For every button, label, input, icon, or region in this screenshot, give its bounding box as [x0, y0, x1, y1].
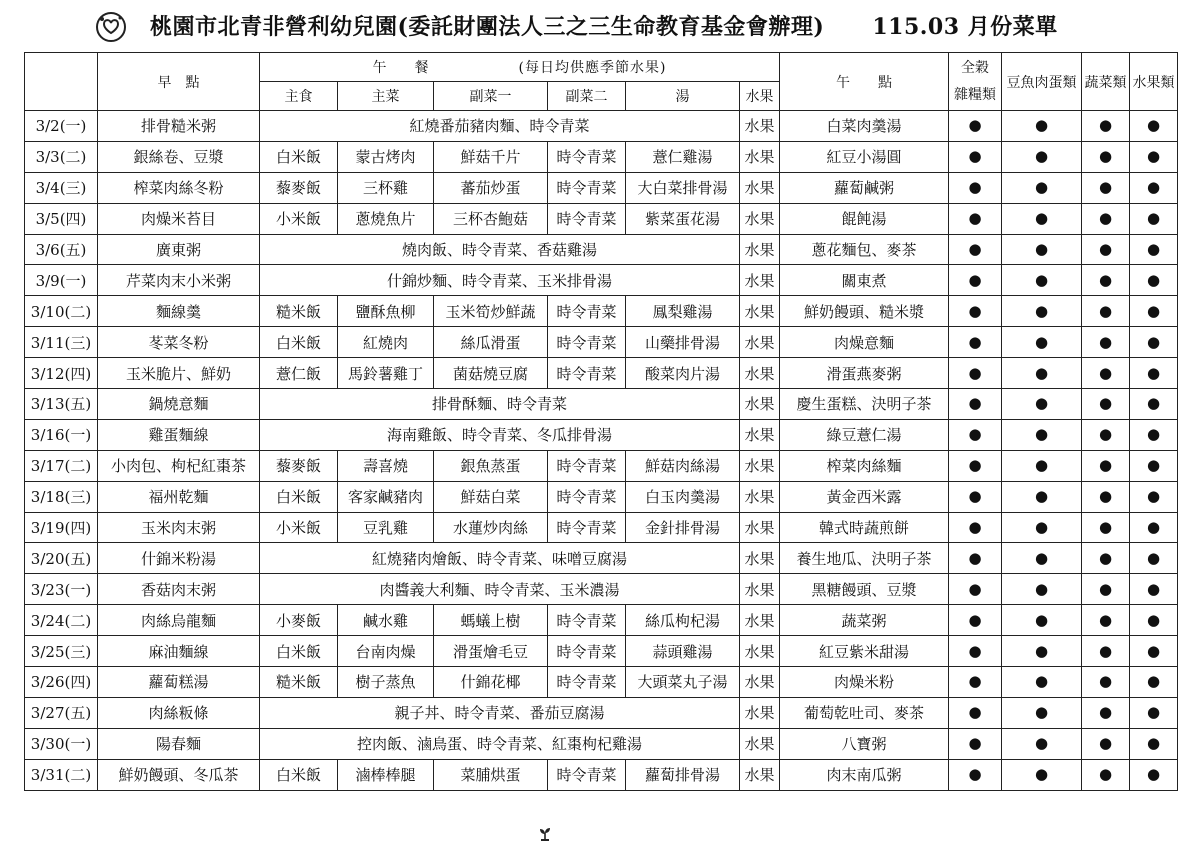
- date-cell: 3/5(四): [25, 203, 98, 234]
- menu-row: [25, 172, 1178, 203]
- side1-cell: 水蓮炒肉絲: [434, 512, 548, 543]
- veg-dot-icon: ●: [1082, 543, 1130, 574]
- fruit-cell: 水果: [740, 605, 780, 636]
- menu-row: [25, 419, 1178, 450]
- fruitcat-dot-icon: ●: [1130, 358, 1178, 389]
- grains-dot-icon: ●: [949, 481, 1002, 512]
- grains-dot-icon: ●: [949, 636, 1002, 667]
- fruitcat-dot-icon: ●: [1130, 450, 1178, 481]
- veg-dot-icon: ●: [1082, 728, 1130, 759]
- fruit-cell: 水果: [740, 172, 780, 203]
- soup-cell: 薏仁雞湯: [626, 141, 740, 172]
- side2-cell: 時令青菜: [548, 296, 626, 327]
- kindergarten-logo-icon: [94, 10, 128, 44]
- breakfast-cell: 榨菜肉絲冬粉: [98, 172, 260, 203]
- breakfast-cell: 肉絲烏龍麵: [98, 605, 260, 636]
- menu-row: [25, 605, 1178, 636]
- breakfast-cell: 小肉包、枸杞紅棗茶: [98, 450, 260, 481]
- soup-cell: 酸菜肉片湯: [626, 358, 740, 389]
- soup-cell: 大頭菜丸子湯: [626, 667, 740, 698]
- snack-cell: 綠豆薏仁湯: [780, 419, 949, 450]
- main-dish-cell: 滷棒棒腿: [338, 759, 434, 790]
- menu-row: [25, 667, 1178, 698]
- veg-dot-icon: ●: [1082, 111, 1130, 142]
- breakfast-cell: 麵線羹: [98, 296, 260, 327]
- fruit-cell: 水果: [740, 697, 780, 728]
- menu-row: [25, 450, 1178, 481]
- protein-dot-icon: ●: [1002, 265, 1082, 296]
- protein-dot-icon: ●: [1002, 141, 1082, 172]
- menu-row: [25, 141, 1178, 172]
- grains-dot-icon: ●: [949, 203, 1002, 234]
- date-cell: 3/2(一): [25, 111, 98, 142]
- protein-dot-icon: ●: [1002, 728, 1082, 759]
- main-dish-cell: 豆乳雞: [338, 512, 434, 543]
- date-cell: 3/25(三): [25, 636, 98, 667]
- main-dish-cell: 蒙古烤肉: [338, 141, 434, 172]
- lunch-combined-cell: 燒肉飯、時令青菜、香菇雞湯: [260, 234, 740, 265]
- grains-dot-icon: ●: [949, 296, 1002, 327]
- fruit-cell: 水果: [740, 636, 780, 667]
- grains-dot-icon: ●: [949, 543, 1002, 574]
- veg-dot-icon: ●: [1082, 697, 1130, 728]
- fruitcat-dot-icon: ●: [1130, 141, 1178, 172]
- protein-dot-icon: ●: [1002, 605, 1082, 636]
- staple-header: 主食: [260, 82, 338, 111]
- date-cell: 3/18(三): [25, 481, 98, 512]
- lunch-combined-cell: 排骨酥麵、時令青菜: [260, 389, 740, 420]
- title-bar: [0, 0, 1201, 50]
- side2-cell: 時令青菜: [548, 172, 626, 203]
- veg-dot-icon: ●: [1082, 172, 1130, 203]
- breakfast-cell: 廣東粥: [98, 234, 260, 265]
- snack-cell: 韓式時蔬煎餅: [780, 512, 949, 543]
- date-cell: 3/11(三): [25, 327, 98, 358]
- breakfast-cell: 玉米脆片、鮮奶: [98, 358, 260, 389]
- snack-cell: 養生地瓜、決明子茶: [780, 543, 949, 574]
- fruit-cell: 水果: [740, 203, 780, 234]
- side1-cell: 滑蛋燴毛豆: [434, 636, 548, 667]
- breakfast-cell: 肉絲粄條: [98, 697, 260, 728]
- fruitcat-dot-icon: ●: [1130, 728, 1178, 759]
- side2-cell: 時令青菜: [548, 759, 626, 790]
- breakfast-cell: 陽春麵: [98, 728, 260, 759]
- main-dish-cell: 客家鹹豬肉: [338, 481, 434, 512]
- grains-dot-icon: ●: [949, 419, 1002, 450]
- snack-cell: 葡萄乾吐司、麥茶: [780, 697, 949, 728]
- menu-row: [25, 759, 1178, 790]
- menu-row: [25, 543, 1178, 574]
- veg-dot-icon: ●: [1082, 141, 1130, 172]
- grains-dot-icon: ●: [949, 141, 1002, 172]
- protein-dot-icon: ●: [1002, 636, 1082, 667]
- veg-dot-icon: ●: [1082, 265, 1130, 296]
- fruitcat-dot-icon: ●: [1130, 203, 1178, 234]
- date-cell: 3/4(三): [25, 172, 98, 203]
- veg-dot-icon: ●: [1082, 327, 1130, 358]
- protein-dot-icon: ●: [1002, 203, 1082, 234]
- side1-cell: 菜脯烘蛋: [434, 759, 548, 790]
- menu-row: [25, 728, 1178, 759]
- protein-dot-icon: ●: [1002, 543, 1082, 574]
- soup-cell: 蒜頭雞湯: [626, 636, 740, 667]
- side2-cell: 時令青菜: [548, 636, 626, 667]
- date-cell: 3/3(二): [25, 141, 98, 172]
- veg-dot-icon: ●: [1082, 389, 1130, 420]
- main-dish-cell: 鹹水雞: [338, 605, 434, 636]
- fruit-header: 水果: [740, 82, 780, 111]
- breakfast-cell: 鍋燒意麵: [98, 389, 260, 420]
- fruitcat-dot-icon: ●: [1130, 605, 1178, 636]
- breakfast-cell: 鮮奶饅頭、冬瓜茶: [98, 759, 260, 790]
- grains-dot-icon: ●: [949, 574, 1002, 605]
- staple-cell: 白米飯: [260, 481, 338, 512]
- veg-dot-icon: ●: [1082, 667, 1130, 698]
- fruitcat-header: 水果類: [1130, 53, 1178, 111]
- protein-dot-icon: ●: [1002, 481, 1082, 512]
- side2-cell: 時令青菜: [548, 203, 626, 234]
- date-cell: 3/20(五): [25, 543, 98, 574]
- veg-dot-icon: ●: [1082, 759, 1130, 790]
- date-cell: 3/16(一): [25, 419, 98, 450]
- veg-dot-icon: ●: [1082, 636, 1130, 667]
- menu-row: [25, 327, 1178, 358]
- date-cell: 3/30(一): [25, 728, 98, 759]
- grains-dot-icon: ●: [949, 234, 1002, 265]
- snack-cell: 黃金西米露: [780, 481, 949, 512]
- lunch-label: 午 餐: [372, 60, 429, 76]
- main-dish-cell: 壽喜燒: [338, 450, 434, 481]
- side1-cell: 菌菇燒豆腐: [434, 358, 548, 389]
- snack-cell: 滑蛋燕麥粥: [780, 358, 949, 389]
- date-cell: 3/12(四): [25, 358, 98, 389]
- fruitcat-dot-icon: ●: [1130, 636, 1178, 667]
- lunch-header: [260, 53, 780, 82]
- date-cell: 3/23(一): [25, 574, 98, 605]
- breakfast-cell: 福州乾麵: [98, 481, 260, 512]
- grains-dot-icon: ●: [949, 728, 1002, 759]
- fruit-cell: 水果: [740, 512, 780, 543]
- snack-cell: 蔥花麵包、麥茶: [780, 234, 949, 265]
- side2-cell: 時令青菜: [548, 605, 626, 636]
- grains-line2: 雜糧類: [954, 86, 996, 103]
- protein-dot-icon: ●: [1002, 172, 1082, 203]
- grains-dot-icon: ●: [949, 265, 1002, 296]
- menu-row: [25, 358, 1178, 389]
- soup-cell: 蘿蔔排骨湯: [626, 759, 740, 790]
- menu-row: [25, 203, 1178, 234]
- menu-row: [25, 296, 1178, 327]
- veg-dot-icon: ●: [1082, 358, 1130, 389]
- protein-dot-icon: ●: [1002, 111, 1082, 142]
- menu-row: [25, 512, 1178, 543]
- date-cell: 3/24(二): [25, 605, 98, 636]
- fruitcat-dot-icon: ●: [1130, 759, 1178, 790]
- protein-dot-icon: ●: [1002, 296, 1082, 327]
- date-cell: 3/9(一): [25, 265, 98, 296]
- main-dish-cell: 馬鈴薯雞丁: [338, 358, 434, 389]
- grains-dot-icon: ●: [949, 697, 1002, 728]
- protein-dot-icon: ●: [1002, 697, 1082, 728]
- side1-cell: 螞蟻上樹: [434, 605, 548, 636]
- side1-cell: 什錦花椰: [434, 667, 548, 698]
- staple-cell: 薏仁飯: [260, 358, 338, 389]
- staple-cell: 白米飯: [260, 759, 338, 790]
- protein-dot-icon: ●: [1002, 389, 1082, 420]
- main-dish-cell: 蔥燒魚片: [338, 203, 434, 234]
- breakfast-cell: 雞蛋麵線: [98, 419, 260, 450]
- main-header: 主菜: [338, 82, 434, 111]
- side1-cell: 絲瓜滑蛋: [434, 327, 548, 358]
- date-cell: 3/10(二): [25, 296, 98, 327]
- fruit-cell: 水果: [740, 574, 780, 605]
- snack-cell: 八寶粥: [780, 728, 949, 759]
- side1-header: 副菜一: [434, 82, 548, 111]
- snack-cell: 慶生蛋糕、決明子茶: [780, 389, 949, 420]
- menu-row: [25, 389, 1178, 420]
- breakfast-cell: 香菇肉末粥: [98, 574, 260, 605]
- side1-cell: 銀魚蒸蛋: [434, 450, 548, 481]
- side2-cell: 時令青菜: [548, 327, 626, 358]
- fruit-cell: 水果: [740, 358, 780, 389]
- lunch-combined-cell: 海南雞飯、時令青菜、冬瓜排骨湯: [260, 419, 740, 450]
- breakfast-cell: 排骨糙米粥: [98, 111, 260, 142]
- snack-cell: 餛飩湯: [780, 203, 949, 234]
- veg-dot-icon: ●: [1082, 296, 1130, 327]
- fruitcat-dot-icon: ●: [1130, 265, 1178, 296]
- staple-cell: 白米飯: [260, 636, 338, 667]
- snack-cell: 蔬菜粥: [780, 605, 949, 636]
- grains-dot-icon: ●: [949, 172, 1002, 203]
- fruitcat-dot-icon: ●: [1130, 389, 1178, 420]
- fruit-cell: 水果: [740, 389, 780, 420]
- menu-row: [25, 111, 1178, 142]
- main-dish-cell: 三杯雞: [338, 172, 434, 203]
- fruit-cell: 水果: [740, 111, 780, 142]
- lunch-combined-cell: 親子丼、時令青菜、番茄豆腐湯: [260, 697, 740, 728]
- menu-row: [25, 697, 1178, 728]
- protein-dot-icon: ●: [1002, 327, 1082, 358]
- side2-cell: 時令青菜: [548, 481, 626, 512]
- side2-header: 副菜二: [548, 82, 626, 111]
- veg-dot-icon: ●: [1082, 234, 1130, 265]
- breakfast-cell: 芹菜肉末小米粥: [98, 265, 260, 296]
- protein-dot-icon: ●: [1002, 450, 1082, 481]
- menu-row: [25, 636, 1178, 667]
- breakfast-cell: 苳菜冬粉: [98, 327, 260, 358]
- menu-row: [25, 574, 1178, 605]
- snack-cell: 黑糖饅頭、豆漿: [780, 574, 949, 605]
- fruit-cell: 水果: [740, 419, 780, 450]
- lunch-combined-cell: 肉醬義大利麵、時令青菜、玉米濃湯: [260, 574, 740, 605]
- snack-cell: 肉末南瓜粥: [780, 759, 949, 790]
- sprout-logo-icon: [538, 826, 552, 842]
- lunch-combined-cell: 什錦炒麵、時令青菜、玉米排骨湯: [260, 265, 740, 296]
- grains-dot-icon: ●: [949, 358, 1002, 389]
- main-dish-cell: 樹子蒸魚: [338, 667, 434, 698]
- fruitcat-dot-icon: ●: [1130, 697, 1178, 728]
- staple-cell: 白米飯: [260, 141, 338, 172]
- side2-cell: 時令青菜: [548, 667, 626, 698]
- date-cell: 3/26(四): [25, 667, 98, 698]
- staple-cell: 藜麥飯: [260, 450, 338, 481]
- fruitcat-dot-icon: ●: [1130, 172, 1178, 203]
- main-dish-cell: 台南肉燥: [338, 636, 434, 667]
- soup-header: 湯: [626, 82, 740, 111]
- grains-dot-icon: ●: [949, 605, 1002, 636]
- soup-cell: 金針排骨湯: [626, 512, 740, 543]
- fruit-cell: 水果: [740, 327, 780, 358]
- fruit-cell: 水果: [740, 141, 780, 172]
- staple-cell: 藜麥飯: [260, 172, 338, 203]
- staple-cell: 小米飯: [260, 203, 338, 234]
- protein-dot-icon: ●: [1002, 234, 1082, 265]
- side1-cell: 鮮菇千片: [434, 141, 548, 172]
- fruitcat-dot-icon: ●: [1130, 296, 1178, 327]
- fruitcat-dot-icon: ●: [1130, 419, 1178, 450]
- date-cell: 3/19(四): [25, 512, 98, 543]
- menu-table: [24, 52, 1178, 791]
- date-cell: 3/13(五): [25, 389, 98, 420]
- lunch-combined-cell: 紅燒豬肉燴飯、時令青菜、味噌豆腐湯: [260, 543, 740, 574]
- breakfast-cell: 麻油麵線: [98, 636, 260, 667]
- fruit-cell: 水果: [740, 759, 780, 790]
- veg-dot-icon: ●: [1082, 512, 1130, 543]
- veg-dot-icon: ●: [1082, 450, 1130, 481]
- lunch-note: (每日均供應季節水果): [518, 60, 667, 76]
- grains-dot-icon: ●: [949, 111, 1002, 142]
- fruitcat-dot-icon: ●: [1130, 667, 1178, 698]
- date-cell: 3/17(二): [25, 450, 98, 481]
- grains-dot-icon: ●: [949, 759, 1002, 790]
- fruitcat-dot-icon: ●: [1130, 327, 1178, 358]
- menu-row: [25, 234, 1178, 265]
- veg-dot-icon: ●: [1082, 419, 1130, 450]
- grains-dot-icon: ●: [949, 450, 1002, 481]
- soup-cell: 山藥排骨湯: [626, 327, 740, 358]
- snack-cell: 白菜肉羹湯: [780, 111, 949, 142]
- staple-cell: 糙米飯: [260, 296, 338, 327]
- side2-cell: 時令青菜: [548, 450, 626, 481]
- fruitcat-dot-icon: ●: [1130, 234, 1178, 265]
- staple-cell: 糙米飯: [260, 667, 338, 698]
- protein-dot-icon: ●: [1002, 759, 1082, 790]
- breakfast-cell: 玉米肉末粥: [98, 512, 260, 543]
- breakfast-header: 早 點: [98, 53, 260, 111]
- protein-header: 豆魚肉蛋類: [1002, 53, 1082, 111]
- snack-cell: 鮮奶饅頭、糙米漿: [780, 296, 949, 327]
- main-dish-cell: 鹽酥魚柳: [338, 296, 434, 327]
- side2-cell: 時令青菜: [548, 358, 626, 389]
- grains-dot-icon: ●: [949, 327, 1002, 358]
- veg-dot-icon: ●: [1082, 203, 1130, 234]
- menu-row: [25, 481, 1178, 512]
- snack-cell: 紅豆小湯圓: [780, 141, 949, 172]
- protein-dot-icon: ●: [1002, 512, 1082, 543]
- protein-dot-icon: ●: [1002, 358, 1082, 389]
- snack-cell: 蘿蔔鹹粥: [780, 172, 949, 203]
- snack-cell: 肉燥米粉: [780, 667, 949, 698]
- soup-cell: 鳳梨雞湯: [626, 296, 740, 327]
- fruitcat-dot-icon: ●: [1130, 543, 1178, 574]
- staple-cell: 白米飯: [260, 327, 338, 358]
- fruitcat-dot-icon: ●: [1130, 512, 1178, 543]
- side1-cell: 蕃茄炒蛋: [434, 172, 548, 203]
- date-header: [25, 53, 98, 111]
- staple-cell: 小米飯: [260, 512, 338, 543]
- title-text: 桃園市北青非營利幼兒園(委託財團法人三之三生命教育基金會辦理): [150, 14, 825, 40]
- month-label: 115.03 月份菜單: [872, 14, 1058, 40]
- fruit-cell: 水果: [740, 296, 780, 327]
- breakfast-cell: 肉燥米苔目: [98, 203, 260, 234]
- fruit-cell: 水果: [740, 265, 780, 296]
- veg-header: 蔬菜類: [1082, 53, 1130, 111]
- snack-cell: 紅豆紫米甜湯: [780, 636, 949, 667]
- protein-dot-icon: ●: [1002, 419, 1082, 450]
- snack-cell: 肉燥意麵: [780, 327, 949, 358]
- grains-dot-icon: ●: [949, 667, 1002, 698]
- grains-line1: 全穀: [961, 59, 989, 76]
- protein-dot-icon: ●: [1002, 667, 1082, 698]
- date-cell: 3/6(五): [25, 234, 98, 265]
- fruit-cell: 水果: [740, 234, 780, 265]
- side1-cell: 鮮菇白菜: [434, 481, 548, 512]
- breakfast-cell: 蘿蔔糕湯: [98, 667, 260, 698]
- menu-body: [25, 111, 1178, 791]
- grains-dot-icon: ●: [949, 389, 1002, 420]
- fruitcat-dot-icon: ●: [1130, 574, 1178, 605]
- soup-cell: 絲瓜枸杞湯: [626, 605, 740, 636]
- side1-cell: 三杯杏鮑菇: [434, 203, 548, 234]
- lunch-combined-cell: 控肉飯、滷鳥蛋、時令青菜、紅棗枸杞雞湯: [260, 728, 740, 759]
- fruit-cell: 水果: [740, 667, 780, 698]
- protein-dot-icon: ●: [1002, 574, 1082, 605]
- staple-cell: 小麥飯: [260, 605, 338, 636]
- veg-dot-icon: ●: [1082, 605, 1130, 636]
- lunch-combined-cell: 紅燒番茄豬肉麵、時令青菜: [260, 111, 740, 142]
- soup-cell: 白玉肉羹湯: [626, 481, 740, 512]
- side2-cell: 時令青菜: [548, 141, 626, 172]
- veg-dot-icon: ●: [1082, 481, 1130, 512]
- side1-cell: 玉米筍炒鮮蔬: [434, 296, 548, 327]
- fruitcat-dot-icon: ●: [1130, 111, 1178, 142]
- fruit-cell: 水果: [740, 543, 780, 574]
- grains-header: [949, 53, 1002, 111]
- fruitcat-dot-icon: ●: [1130, 481, 1178, 512]
- grains-dot-icon: ●: [949, 512, 1002, 543]
- main-dish-cell: 紅燒肉: [338, 327, 434, 358]
- veg-dot-icon: ●: [1082, 574, 1130, 605]
- fruit-cell: 水果: [740, 481, 780, 512]
- soup-cell: 紫菜蛋花湯: [626, 203, 740, 234]
- snack-cell: 榨菜肉絲麵: [780, 450, 949, 481]
- snack-header: 午 點: [780, 53, 949, 111]
- soup-cell: 鮮菇肉絲湯: [626, 450, 740, 481]
- breakfast-cell: 銀絲卷、豆漿: [98, 141, 260, 172]
- page-title: [150, 10, 1058, 41]
- fruit-cell: 水果: [740, 728, 780, 759]
- date-cell: 3/27(五): [25, 697, 98, 728]
- soup-cell: 大白菜排骨湯: [626, 172, 740, 203]
- fruit-cell: 水果: [740, 450, 780, 481]
- date-cell: 3/31(二): [25, 759, 98, 790]
- side2-cell: 時令青菜: [548, 512, 626, 543]
- snack-cell: 關東煮: [780, 265, 949, 296]
- breakfast-cell: 什錦米粉湯: [98, 543, 260, 574]
- menu-row: [25, 265, 1178, 296]
